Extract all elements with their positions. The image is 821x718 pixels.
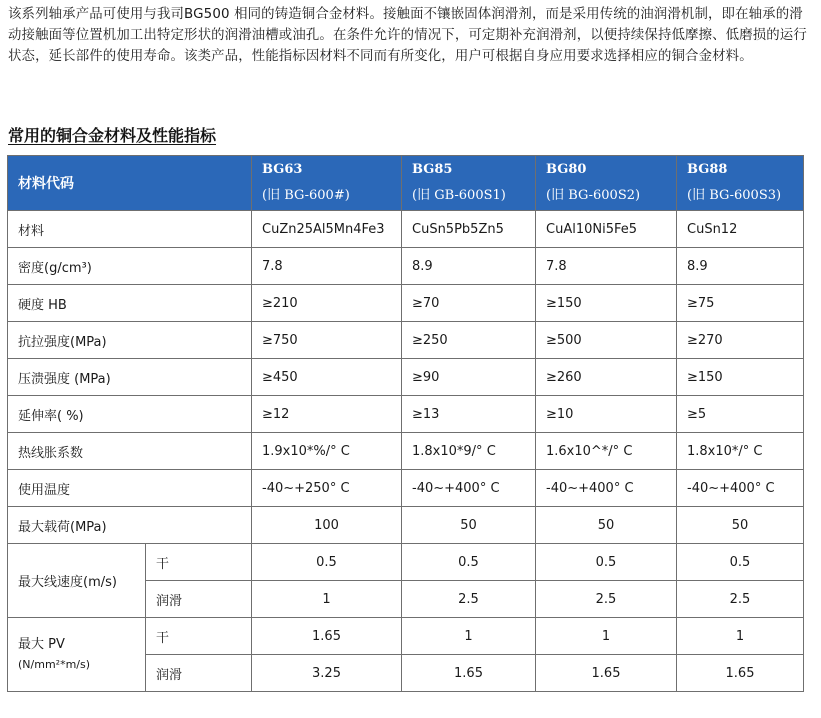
cell-value: 50	[402, 507, 536, 544]
cell-value: ≥70	[402, 285, 536, 322]
header-material-code: 材料代码	[8, 156, 252, 211]
sub-label: 润滑	[146, 655, 252, 692]
table-row	[8, 544, 804, 581]
pv-unit: (N/mm²*m/s)	[18, 657, 91, 671]
cell-value: 1.8x10*/° C	[677, 433, 804, 470]
row-label: 密度(g/cm³)	[8, 248, 252, 285]
cell-value: 2.5	[536, 581, 677, 618]
cell-value: ≥270	[677, 322, 804, 359]
material-properties-table	[7, 155, 804, 692]
cell-value: 1.6x10^*/° C	[536, 433, 677, 470]
sub-label: 干	[146, 618, 252, 655]
cell-value: CuSn12	[677, 211, 804, 248]
header-material-2: BG85 (旧 GB-600S1)	[402, 156, 536, 211]
table-row	[8, 285, 804, 322]
cell-value: ≥12	[252, 396, 402, 433]
row-label: 使用温度	[8, 470, 252, 507]
row-label: 压溃强度 (MPa)	[8, 359, 252, 396]
cell-value: -40~+400° C	[536, 470, 677, 507]
header-material-3: BG80 (旧 BG-600S2)	[536, 156, 677, 211]
cell-value: ≥250	[402, 322, 536, 359]
cell-value: ≥150	[536, 285, 677, 322]
cell-value: 0.5	[677, 544, 804, 581]
cell-value: ≥75	[677, 285, 804, 322]
row-label: 抗拉强度(MPa)	[8, 322, 252, 359]
cell-value: ≥90	[402, 359, 536, 396]
row-label-speed: 最大线速度(m/s)	[8, 544, 146, 618]
table-row	[8, 322, 804, 359]
cell-value: ≥450	[252, 359, 402, 396]
section-title: 常用的铜合金材料及性能指标	[8, 126, 217, 145]
cell-value: 50	[677, 507, 804, 544]
cell-value: 1.9x10*%/° C	[252, 433, 402, 470]
cell-value: 0.5	[536, 544, 677, 581]
cell-value: 1	[536, 618, 677, 655]
row-label-pv	[8, 618, 146, 692]
row-label: 热线胀系数	[8, 433, 252, 470]
cell-value: 2.5	[677, 581, 804, 618]
row-label: 延伸率( %)	[8, 396, 252, 433]
row-label: 硬度 HB	[8, 285, 252, 322]
cell-value: ≥150	[677, 359, 804, 396]
cell-value: ≥500	[536, 322, 677, 359]
cell-value: -40~+400° C	[402, 470, 536, 507]
cell-value: 1	[252, 581, 402, 618]
header-material-4: BG88 (旧 BG-600S3)	[677, 156, 804, 211]
cell-value: 100	[252, 507, 402, 544]
cell-value: 7.8	[252, 248, 402, 285]
table-row	[8, 470, 804, 507]
cell-value: -40~+250° C	[252, 470, 402, 507]
pv-label: 最大 PV	[18, 636, 65, 652]
cell-value: CuAl10Ni5Fe5	[536, 211, 677, 248]
cell-value: CuZn25Al5Mn4Fe3	[252, 211, 402, 248]
table-row	[8, 507, 804, 544]
table-row	[8, 211, 804, 248]
sub-label: 润滑	[146, 581, 252, 618]
table-row	[8, 248, 804, 285]
row-label: 最大载荷(MPa)	[8, 507, 252, 544]
cell-value: 50	[536, 507, 677, 544]
cell-value: 1.65	[252, 618, 402, 655]
cell-value: 1.8x10*9/° C	[402, 433, 536, 470]
table-row	[8, 359, 804, 396]
cell-value: ≥10	[536, 396, 677, 433]
cell-value: 1	[402, 618, 536, 655]
table-header-row	[8, 156, 804, 211]
table-row	[8, 433, 804, 470]
cell-value: 1.65	[402, 655, 536, 692]
cell-value: 1	[677, 618, 804, 655]
cell-value: ≥750	[252, 322, 402, 359]
cell-value: ≥260	[536, 359, 677, 396]
intro-paragraph: 该系列轴承产品可使用与我司BG500 相同的铸造铜合金材料。接触面不镶嵌固体润滑剂，而是采用传统的油润滑机制，即在轴承的滑动接触面等位置机加工出特定形状的润滑油槽或油孔。在条件允许的情况下，可定期补充润滑剂，以便持续保持低摩擦、低磨损的运行状态，延长部件的使用寿命。该类产品，性能指标因材料不同而有所变化，用户可根据自身应用要求选择相应的铜合金材料。	[8, 7, 807, 64]
cell-value: 7.8	[536, 248, 677, 285]
cell-value: 3.25	[252, 655, 402, 692]
cell-value: ≥13	[402, 396, 536, 433]
cell-value: 8.9	[402, 248, 536, 285]
cell-value: 1.65	[536, 655, 677, 692]
table-row	[8, 396, 804, 433]
row-label: 材料	[8, 211, 252, 248]
cell-value: 1.65	[677, 655, 804, 692]
cell-value: -40~+400° C	[677, 470, 804, 507]
table-row	[8, 618, 804, 655]
cell-value: 2.5	[402, 581, 536, 618]
cell-value: 0.5	[402, 544, 536, 581]
cell-value: 0.5	[252, 544, 402, 581]
cell-value: CuSn5Pb5Zn5	[402, 211, 536, 248]
cell-value: ≥210	[252, 285, 402, 322]
header-material-1: BG63 (旧 BG-600#)	[252, 156, 402, 211]
cell-value: 8.9	[677, 248, 804, 285]
sub-label: 干	[146, 544, 252, 581]
cell-value: ≥5	[677, 396, 804, 433]
